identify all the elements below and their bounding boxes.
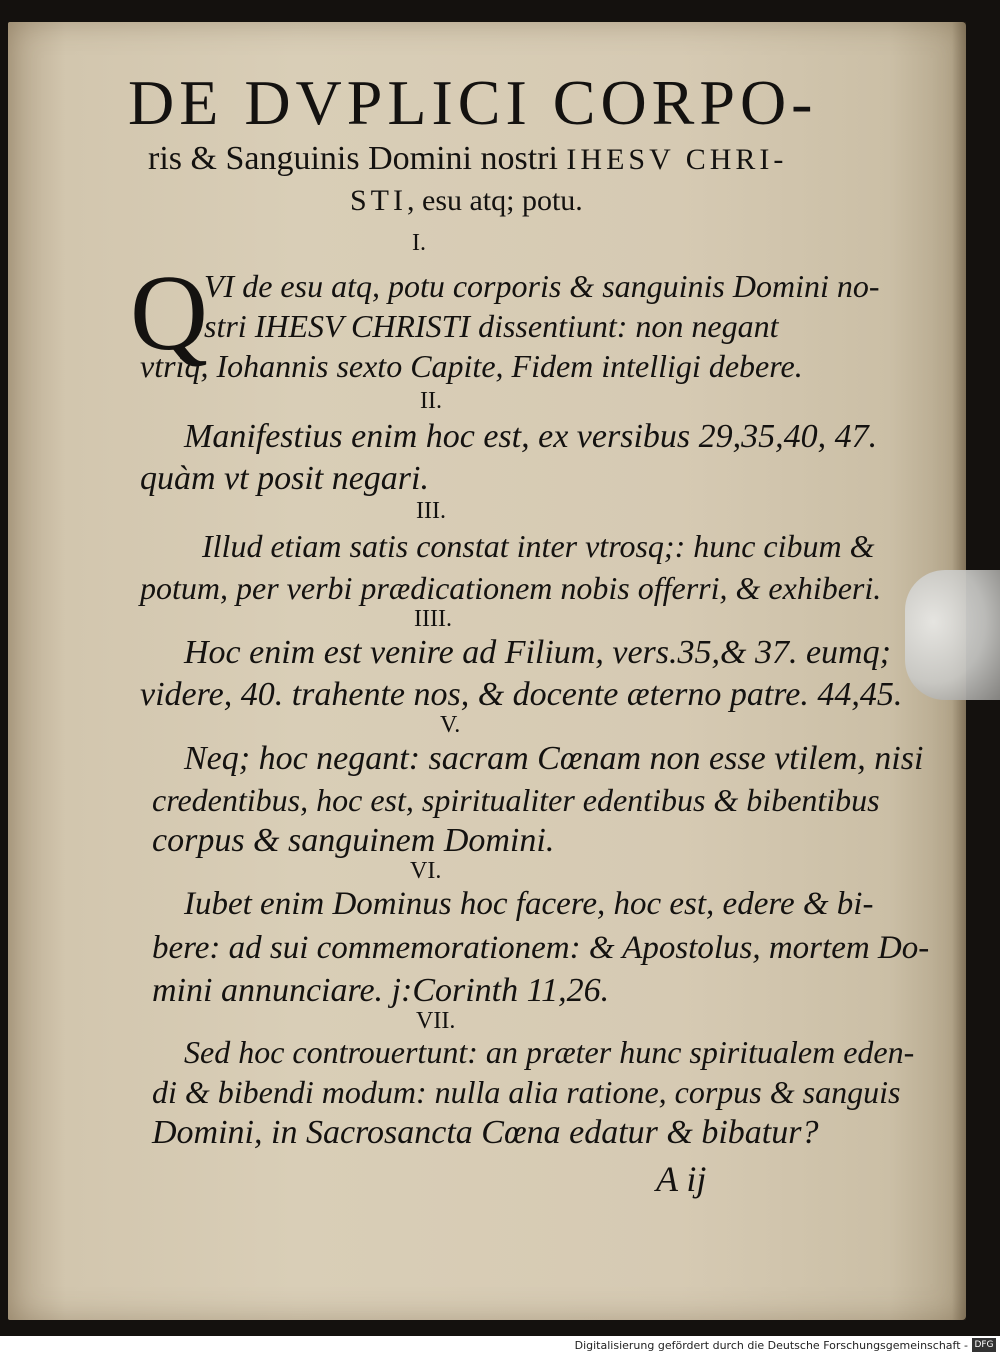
thesis-line: mini annunciare. j:Corinth 11,26. [152,972,610,1009]
thesis-line: Illud etiam satis constat inter vtrosq;: hunc cibum & [202,528,875,564]
thesis-numeral: III. [416,498,446,524]
thesis-line: potum, per verbi prædicationem nobis offerri, & exhiberi. [140,570,882,606]
thesis-line: Domini, in Sacrosancta Cœna edatur & bibatur? [152,1114,819,1151]
title-line-1: DE DVPLICI CORPO- [128,67,818,138]
digitization-footer [0,1336,1000,1355]
page-clip [905,570,1000,700]
title-name-caps: IHESV CHRI- [566,143,788,176]
thesis-numeral: I. [412,230,426,256]
thesis-line: di & bibendi modum: nulla alia ratione, corpus & sanguis [152,1074,901,1110]
title-line-3-text: , esu atq; potu. [407,184,583,217]
thesis-line: Sed hoc controuertunt: an præter hunc spiritualem eden- [184,1034,915,1070]
thesis-line: Manifestius enim hoc est, ex versibus 29,35,40, 47. [184,418,878,455]
thesis-numeral: IIII. [414,606,452,632]
thesis-numeral: VI. [410,858,442,884]
thesis-line: bere: ad sui commemorationem: & Apostolus, mortem Do- [152,930,930,966]
title-name-caps-2: STI [350,184,407,217]
drop-cap: Q [130,254,208,373]
title-line-2-text: ris & Sanguinis Domini nostri [148,140,567,177]
thesis-line: quàm vt posit negari. [140,460,429,497]
thesis-numeral: V. [440,712,461,738]
thesis-line: Iubet enim Dominus hoc facere, hoc est, edere & bi- [184,886,874,922]
thesis-numeral: VII. [416,1008,456,1034]
thesis-line: stri IHESV CHRISTI dissentiunt: non negant [204,308,779,344]
dfg-logo: DFG [972,1338,996,1352]
thesis-line: corpus & sanguinem Domini. [152,822,555,859]
footer-credit: Digitalisierung gefördert durch die Deutsche Forschungsgemeinschaft - [574,1339,968,1352]
signature-mark: A ij [656,1159,707,1199]
book-page [8,22,966,1320]
thesis-numeral: II. [420,388,442,414]
title-line-2 [148,140,787,178]
thesis-line: Neq; hoc negant: sacram Cœnam non esse vtilem, nisi [184,740,924,777]
thesis-line: vtriq, Iohannis sexto Capite, Fidem intelligi debere. [140,348,803,384]
thesis-line: VI de esu atq, potu corporis & sanguinis Domini no- [204,268,880,304]
page-text [8,22,966,1320]
thesis-line: videre, 40. trahente nos, & docente æterno patre. 44,45. [140,676,903,713]
thesis-line: credentibus, hoc est, spiritualiter edentibus & bibentibus [152,782,880,818]
title-line-3 [350,184,583,218]
thesis-line: Hoc enim est venire ad Filium, vers.35,& 37. eumq; [184,634,891,671]
